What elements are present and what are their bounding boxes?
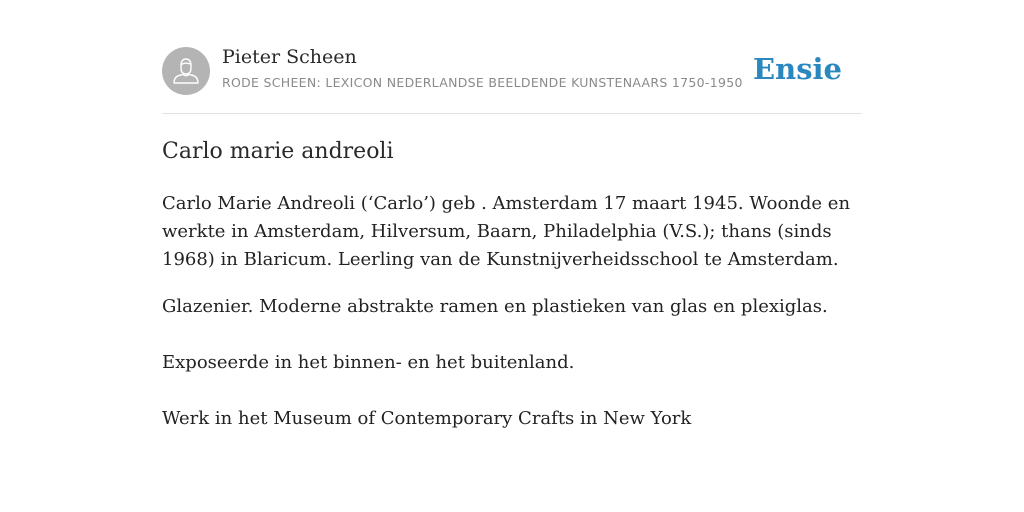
article-body <box>162 190 868 433</box>
article-paragraph: Glazenier. Moderne abstrakte ramen en plastieken van glas en plexiglas. <box>162 296 828 317</box>
article-title: Carlo marie andreoli <box>162 139 394 164</box>
author-avatar[interactable] <box>162 47 210 95</box>
source-title[interactable]: RODE SCHEEN: LEXICON NEDERLANDSE BEELDENDE KUNSTENAARS 1750-1950 <box>222 75 743 90</box>
author-name[interactable]: Pieter Scheen <box>222 46 357 68</box>
article-paragraph: Carlo Marie Andreoli (‘Carlo’) geb . Amsterdam 17 maart 1945. Woonde en werkte in Amsterdam, Hilversum, Baarn, Philadelphia (V.S.); thans (sinds 1968) in Blaricum. Leerling van de Kunstnijverheidsschool te Amsterdam. <box>162 193 851 270</box>
ensie-logo[interactable]: Ensie <box>753 52 842 86</box>
header <box>162 0 862 114</box>
article-paragraph: Exposeerde in het binnen- en het buitenland. <box>162 352 575 373</box>
page <box>162 0 862 429</box>
user-silhouette-icon <box>162 47 210 95</box>
article-paragraph: Werk in het Museum of Contemporary Crafts in New York <box>162 408 692 429</box>
